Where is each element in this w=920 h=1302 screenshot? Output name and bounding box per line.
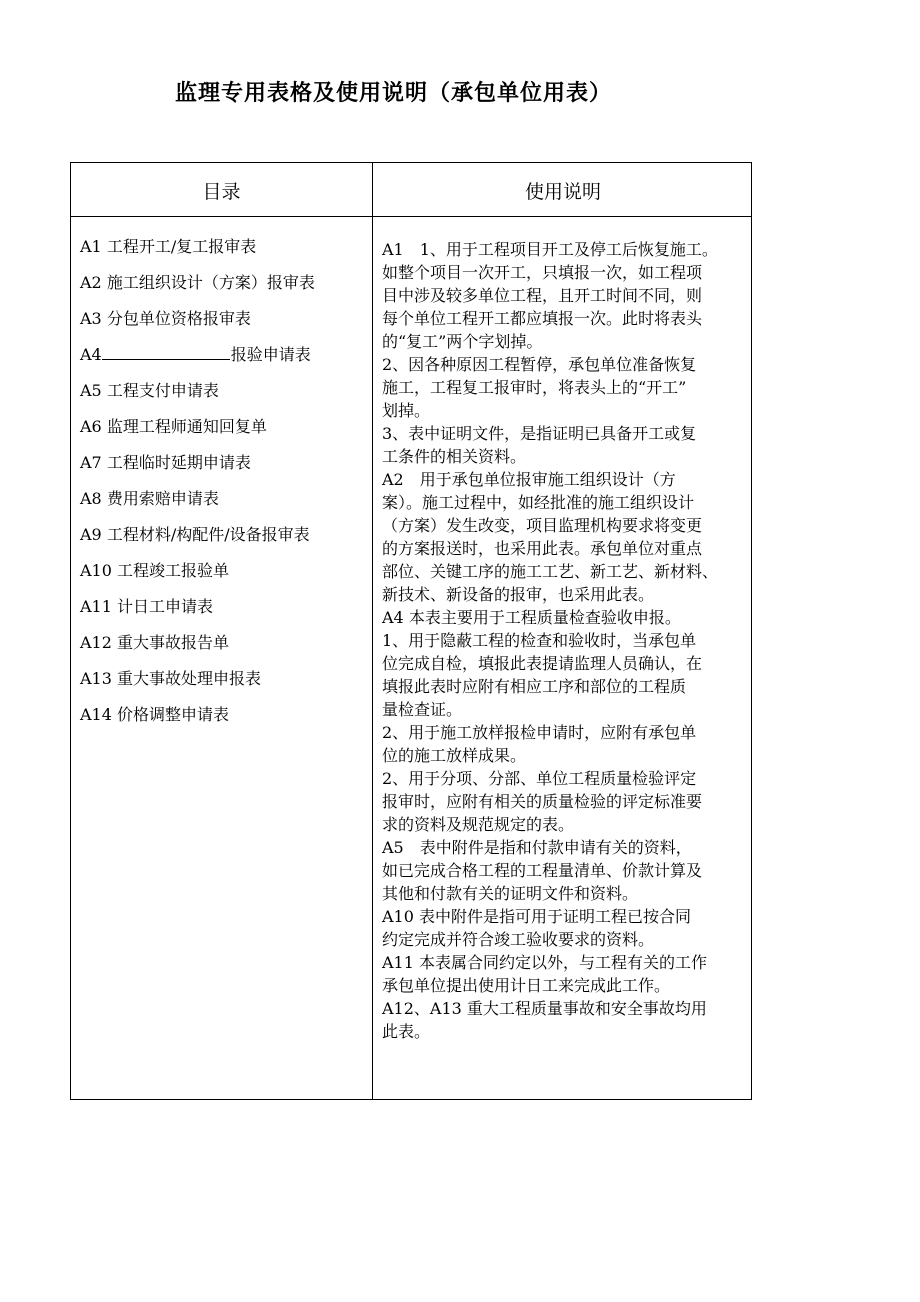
note-line: 如已完成合格工程的工程量清单、价款计算及 bbox=[382, 861, 703, 880]
note-line: 报审时，应附有相关的质量检验的评定标准要 bbox=[382, 792, 703, 811]
note-line: 部位、关键工序的施工工艺、新工艺、新材料、 bbox=[382, 562, 719, 581]
note-line: 此表。 bbox=[382, 1022, 431, 1041]
toc-item-a8: A8 费用索赔申请表 bbox=[80, 489, 219, 508]
header-contents: 目录 bbox=[202, 181, 241, 203]
note-line: 2、用于分项、分部、单位工程质量检验评定 bbox=[382, 769, 697, 788]
note-line: A2 用于承包单位报审施工组织设计（方 bbox=[382, 470, 676, 489]
toc-item-a4-prefix: A4 bbox=[80, 345, 102, 364]
toc-item-a12: A12 重大事故报告单 bbox=[80, 633, 230, 652]
toc-item-a4-suffix: 报验申请表 bbox=[230, 345, 311, 364]
toc-item-a6: A6 监理工程师通知回复单 bbox=[80, 417, 267, 436]
toc-item-a3: A3 分包单位资格报审表 bbox=[80, 309, 251, 328]
toc-item-a10: A10 工程竣工报验单 bbox=[80, 561, 230, 580]
note-line: A12、A13 重大工程质量事故和安全事故均用 bbox=[382, 999, 707, 1018]
note-line: 约定完成并符合竣工验收要求的资料。 bbox=[382, 930, 655, 949]
note-line: 1、用于隐蔽工程的检查和验收时，当承包单 bbox=[382, 631, 697, 650]
note-line: 施工，工程复工报审时，将表头上的“开工” bbox=[382, 378, 687, 397]
note-line: 其他和付款有关的证明文件和资料。 bbox=[382, 884, 639, 903]
toc-item-a5: A5 工程支付申请表 bbox=[80, 381, 219, 400]
note-line: 划掉。 bbox=[382, 401, 431, 420]
instructions-text bbox=[382, 238, 754, 1043]
contents-list bbox=[80, 233, 370, 737]
note-line: 3、表中证明文件，是指证明已具备开工或复 bbox=[382, 424, 697, 443]
note-line: 2、用于施工放样报检申请时，应附有承包单 bbox=[382, 723, 697, 742]
note-line: 如整个项目一次开工，只填报一次，如工程项 bbox=[382, 263, 703, 282]
page-title: 监理专用表格及使用说明（承包单位用表） bbox=[175, 81, 613, 106]
header-instructions: 使用说明 bbox=[524, 181, 601, 203]
note-line: 每个单位工程开工都应填报一次。此时将表头 bbox=[382, 309, 703, 328]
note-line: A10 表中附件是指可用于证明工程已按合同 bbox=[382, 907, 692, 926]
toc-item-a7: A7 工程临时延期申请表 bbox=[80, 453, 251, 472]
toc-item-a9: A9 工程材料/构配件/设备报审表 bbox=[80, 525, 310, 544]
column-divider bbox=[372, 163, 373, 1099]
note-line: 目中涉及较多单位工程，且开工时间不同，则 bbox=[382, 286, 703, 305]
note-line: 承包单位提出使用计日工来完成此工作。 bbox=[382, 976, 671, 995]
note-line: 位的施工放样成果。 bbox=[382, 746, 527, 765]
header-divider bbox=[71, 216, 751, 217]
note-line: 量检查证。 bbox=[382, 700, 463, 719]
note-line: 工条件的相关资料。 bbox=[382, 447, 527, 466]
note-line: A5 表中附件是指和付款申请有关的资料， bbox=[382, 838, 692, 857]
note-line: 2、因各种原因工程暂停，承包单位准备恢复 bbox=[382, 355, 697, 374]
note-line: A1 1、用于工程项目开工及停工后恢复施工。 bbox=[382, 240, 718, 259]
note-line: A11 本表属合同约定以外，与工程有关的工作 bbox=[382, 953, 708, 972]
note-line: 新技术、新设备的报审，也采用此表。 bbox=[382, 585, 655, 604]
note-line: 的“复工”两个字划掉。 bbox=[382, 332, 543, 351]
toc-item-a4 bbox=[80, 341, 370, 377]
note-line: 填报此表时应附有相应工序和部位的工程质 bbox=[382, 677, 687, 696]
note-line: A4 本表主要用于工程质量检查验收申报。 bbox=[382, 608, 681, 627]
toc-item-a11: A11 计日工申请表 bbox=[80, 597, 214, 616]
forms-table bbox=[70, 162, 752, 1100]
note-line: 求的资料及规范规定的表。 bbox=[382, 815, 575, 834]
toc-item-a2: A2 施工组织设计（方案）报审表 bbox=[80, 273, 315, 292]
note-line: 位完成自检，填报此表提请监理人员确认，在 bbox=[382, 654, 703, 673]
toc-item-a1: A1 工程开工/复工报审表 bbox=[80, 237, 257, 256]
fill-in-blank bbox=[102, 341, 230, 360]
note-line: 的方案报送时，也采用此表。承包单位对重点 bbox=[382, 539, 703, 558]
toc-item-a13: A13 重大事故处理申报表 bbox=[80, 669, 262, 688]
toc-item-a14: A14 价格调整申请表 bbox=[80, 705, 230, 724]
note-line: （方案）发生改变，项目监理机构要求将变更 bbox=[382, 516, 703, 535]
note-line: 案）。施工过程中，如经批准的施工组织设计 bbox=[382, 493, 695, 512]
